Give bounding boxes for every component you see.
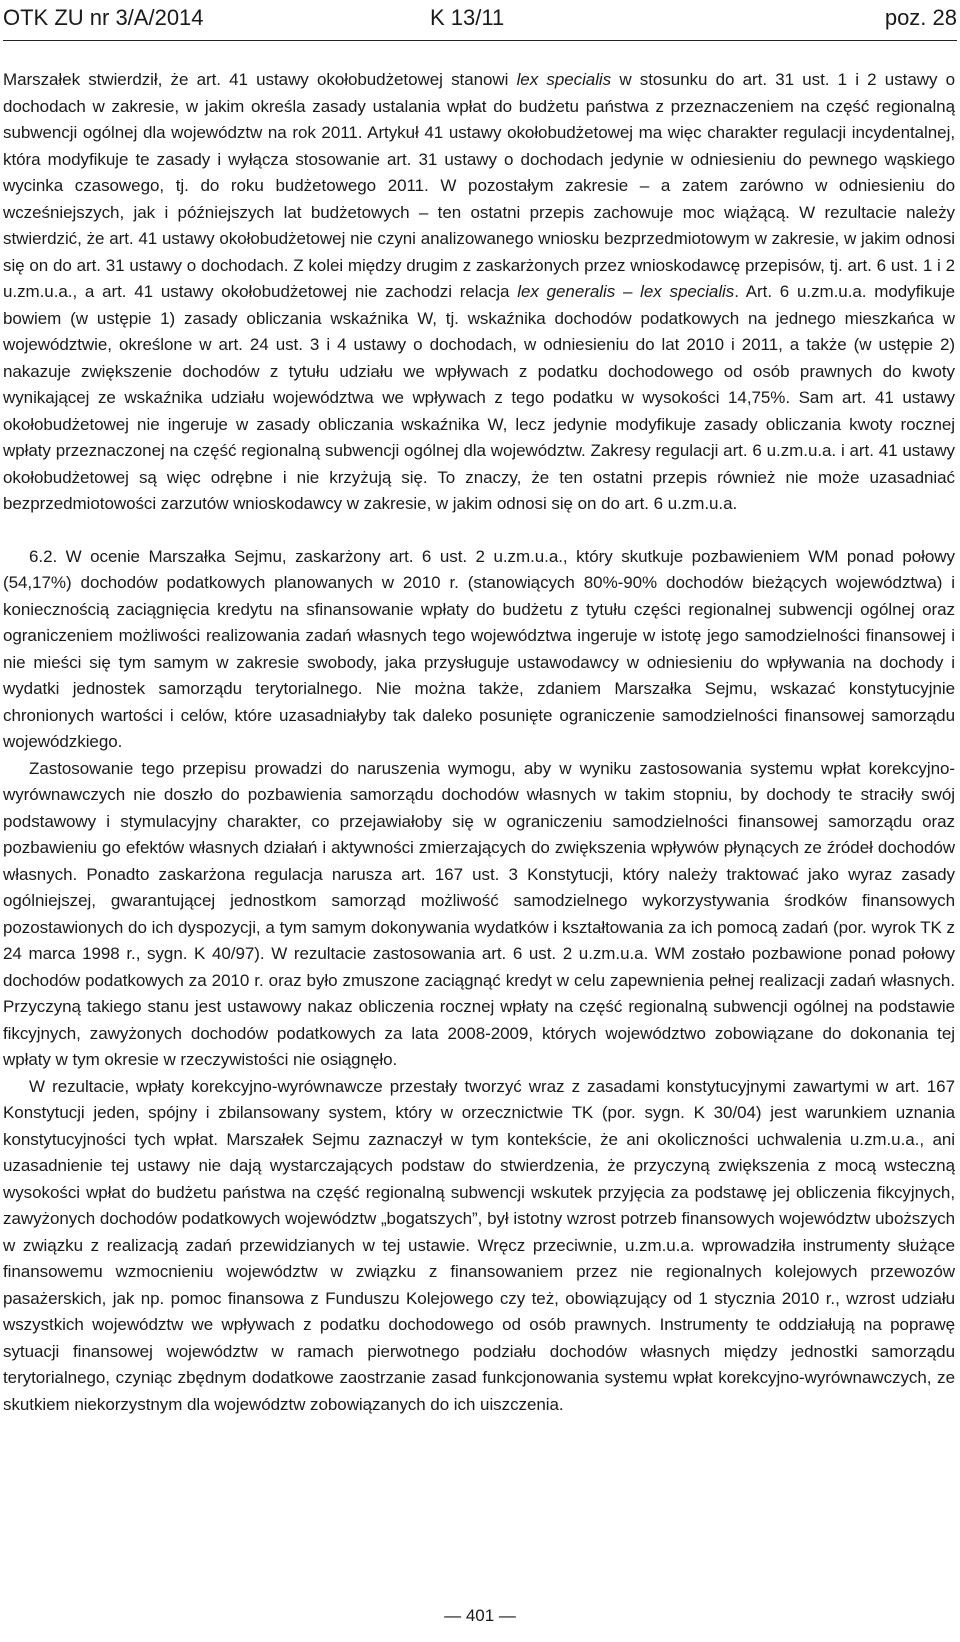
paragraph-6-2: 6.2. W ocenie Marszałka Sejmu, zaskarżony art. 6 ust. 2 u.zm.u.a., który skutkuje pozbawieniem WM ponad połowy (54,17%) dochodów podatkowych planowanych w 2010 r. (stanowiących 80%-90% dochodów bieżących województwa) i koniecznością zaciągnięcia kredytu na sfinansowanie wpłaty do budżetu z tytułu części regionalnej subwencji ogólnej oraz ograniczeniem możliwości realizowania zadań własnych tego województwa ingeruje w istotę jego samodzielności finansowej i nie mieści się tym samym w zakresie swobody, jaka przysługuje ustawodawcy w odniesieniu do wpływania na dochody i wydatki jednostek samorządu terytorialnego. Nie można także, zdaniem Marszałka Sejmu, wskazać konstytucyjnie chronionych wartości i celów, które uzasadniałyby tak daleko posunięte ograniczenie samodzielności finansowej samorządu wojewódzkiego.: [3, 546, 955, 751]
case-signature: K 13/11: [430, 5, 505, 30]
page-header: [3, 4, 957, 41]
journal-reference: OTK ZU nr 3/A/2014: [3, 5, 204, 30]
text-run: w stosunku do art. 31 ust. 1 i 2 ustawy o dochodach w zakresie, w jakim określa zasady ustalania wpłat do budżetu państwa z przeznaczeniem na część regionalną subwencji ogólnej dla województw na rok 2011. Artykuł 41 ustawy okołobudżetowej ma więc charakter regulacji incydentalnej, która modyfikuje te zasady i wyłącza stosowanie art. 31 ustawy o dochodach jedynie w odniesieniu do pewnego wąskiego wycinka czasowego, tj. do roku budżetowego 2011. W pozostałym zakresie – a zatem zarówno w odniesieniu do wcześniejszych, jak i późniejszych lat budżetowych – ten ostatni przepis zachowuje moc wiążącą. W rezultacie należy stwierdzić, że art. 41 ustawy okołobudżetowej nie czyni analizowanego wniosku bezprzedmiotowym w zakresie, w jakim odnosi się on do art. 31 ustawy o dochodach. Z kolei między drugim z zaskarżonych przez wnioskodawcę przepisów, tj. art. 6 ust. 1 i 2 u.zm.u.a., a art. 41 ustawy okołobudżetowej nie zachodzi relacja: [3, 70, 956, 301]
paragraph-1: [3, 67, 955, 518]
position-number: poz. 28: [884, 5, 957, 30]
text-run: . Art. 6 u.zm.u.a. modyfikuje bowiem (w ustępie 1) zasady obliczania wskaźnika W, tj. wskaźnika dochodów podatkowych na jednego mieszkańca w województwie, określone w art. 24 ust. 3 i 4 ustawy o dochodach, w odniesieniu do lat 2010 i 2011, a także (w ustępie 2) nakazuje zwiększenie dochodów z tytułu udziału we wpływach z podatku dochodowego od osób prawnych do kwoty wynikającej ze wskaźnika udziału województwa we wpływach z tego podatku w wysokości 14,75%. Sam art. 41 ustawy okołobudżetowej nie ingeruje w zasady obliczania wskaźnika W, lecz jedynie modyfikuje zasady obliczania kwoty rocznej wpłaty przeznaczonej na część regionalną subwencji ogólnej dla województw. Zakresy regulacji art. 6 u.zm.u.a. i art. 41 ustawy okołobudżetowej są więc odrębne i nie krzyżują się. To znaczy, że ten ostatni przepis również nie może uzasadniać bezprzedmiotowości zarzutów wnioskodawcy w zakresie, w jakim odnosi się on do art. 6 u.zm.u.a.: [3, 282, 955, 513]
paragraph-4: W rezultacie, wpłaty korekcyjno-wyrównawcze przestały tworzyć wraz z zasadami konstytucyjnymi zawartymi w art. 167 Konstytucji jeden, spójny i zbilansowany system, który w orzecznictwie TK (por. sygn. K 30/04) jest warunkiem uznania konstytucyjności tych wpłat. Marszałek Sejmu zaznaczył w tym kontekście, że ani okoliczności uchwalenia u.zm.u.a., ani uzasadnienie tej ustawy nie dają wystarczających podstaw do stwierdzenia, że przyczyną zwiększenia z mocą wsteczną wysokości wpłat do budżetu państwa na część regionalną subwencji wskutek przyjęcia za podstawę jej obliczenia fikcyjnych, zawyżonych dochodów podatkowych województw „bogatszych”, był istotny wzrost potrzeb finansowych województw uboższych w związku z realizacją zadań przewidzianych w tej ustawie. Wręcz przeciwnie, u.zm.u.a. wprowadziła instrumenty służące finansowemu wzmocnieniu województw w związku z finansowaniem przez nie regionalnych kolejowych przewozów pasażerskich, jak np. pomoc finansowa z Funduszu Kolejowego czy też, obowiązujący od 1 stycznia 2010 r., wzrost udziału wszystkich województw we wpływach z podatku dochodowego od osób prawnych. Instrumenty te oddziałują na poprawę sytuacji finansowej województw w ramach pierwotnego podziału dochodów własnych między jednostki samorządu terytorialnego, czyniąc zbędnym dodatkowe zaostrzanie zasad funkcjonowania systemu wpłat korekcyjno-wyrównawczych, ze skutkiem niekorzystnym dla województw zobowiązanych do ich uiszczenia.: [3, 1076, 955, 1414]
page-number: — 401 —: [444, 1606, 516, 1625]
italic-term: lex generalis – lex specialis: [517, 282, 735, 301]
text-run: Marszałek stwierdził, że art. 41 ustawy okołobudżetowej stanowi: [3, 70, 517, 89]
document-body: [3, 67, 955, 1418]
italic-term: lex specialis: [516, 70, 612, 89]
paragraph-3: Zastosowanie tego przepisu prowadzi do naruszenia wymogu, aby w wyniku zastosowania systemu wpłat korekcyjno-wyrównawczych nie doszło do pozbawienia samorządu dochodów własnych w takim stopniu, by dochody te straciły swój podstawowy i stymulacyjny charakter, co przejawiałoby się w ograniczeniu samodzielności finansowej samorządu oraz pozbawieniu go efektów własnych działań i aktywności zmierzających do zwiększenia wpływów płynących ze źródeł dochodów własnych. Ponadto zaskarżona regulacja narusza art. 167 ust. 3 Konstytucji, który należy traktować jako wyraz zasady ogólniejszej, gwarantującej jednostkom samorząd możliwość samodzielnego wykorzystywania środków finansowych pozostawionych do ich dyspozycji, a tym samym dokonywania wydatków i kształtowania za ich pomocą zadań (por. wyrok TK z 24 marca 1998 r., sygn. K 40/97). W rezultacie zastosowania art. 6 ust. 2 u.zm.u.a. WM zostało pozbawione ponad połowy dochodów podatkowych za 2010 r. oraz było zmuszone zaciągnąć kredyt w celu zapewnienia pełnej realizacji zadań własnych. Przyczyną takiego stanu jest ustawowy nakaz obliczenia rocznej wpłaty na część regionalną subwencji ogólnej na podstawie fikcyjnych, zawyżonych dochodów podatkowych za lata 2008-2009, których województwo zobowiązane do dokonania tej wpłaty w tym okresie w rzeczywistości nie osiągnęło.: [3, 758, 955, 1069]
